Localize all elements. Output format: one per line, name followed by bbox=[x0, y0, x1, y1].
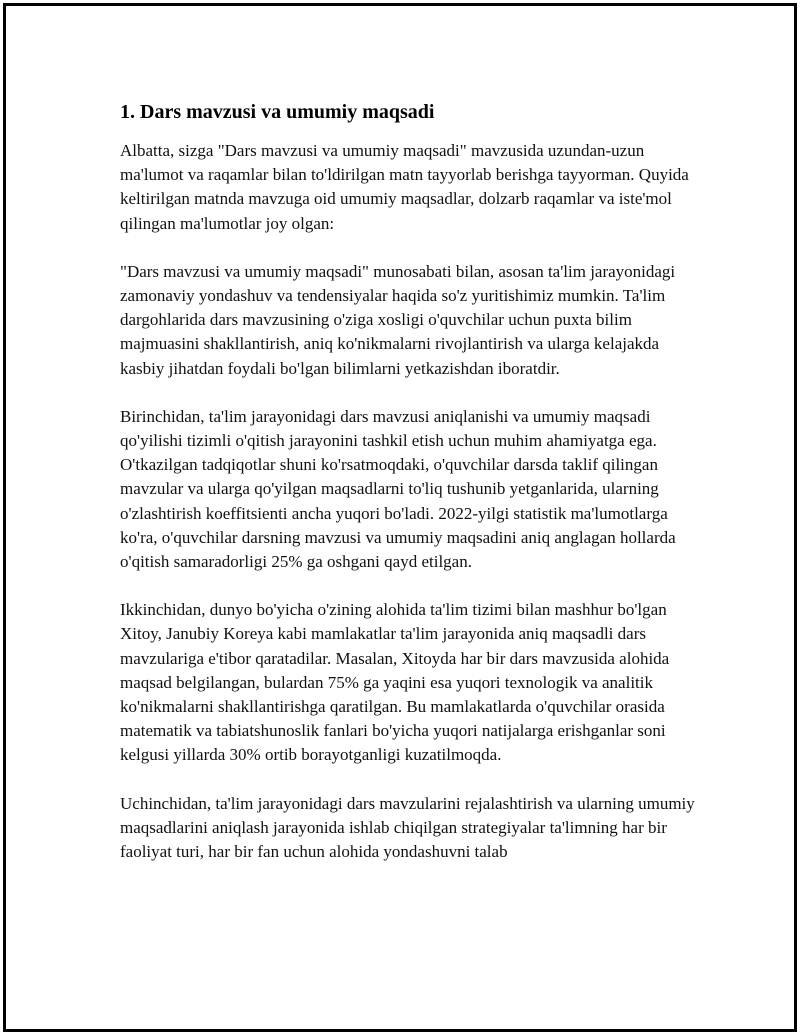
paragraph-first-point: Birinchidan, ta'lim jarayonidagi dars mavzusi aniqlanishi va umumiy maqsadi qo'yilishi tizimli o'qitish jarayonini tashkil etish uchun muhim ahamiyatga ega. O'tkazilgan tadqiqotlar shuni ko'rsatmoqdaki, o'quvchilar darsda taklif qilingan mavzular va ularga qo'yilgan maqsadlarni to'liq tushunib yetganlarida, ularning o'zlashtirish koeffitsienti ancha yuqori bo'ladi. 2022-yilgi statistik ma'lumotlarga ko'ra, o'quvchilar darsning mavzusi va umumiy maqsadini aniq anglagan hollarda o'qitish samaradorligi 25% ga oshgani qayd etilgan. bbox=[120, 406, 676, 572]
document-body bbox=[120, 98, 700, 888]
page-frame bbox=[3, 3, 797, 1032]
paragraph-second-point: Ikkinchidan, dunyo bo'yicha o'zining alohida ta'lim tizimi bilan mashhur bo'lgan Xitoy, Janubiy Koreya kabi mamlakatlar ta'lim jarayonida aniq maqsadli dars mavzulariga e'tibor qaratadilar. Masalan, Xitoyda har bir dars mavzusida alohida maqsad belgilangan, bulardan 75% ga yaqini esa yuqori texnologik va analitik ko'nikmalarni shakllantirishga qaratilgan. Bu mamlakatlarda o'quvchilar orasida matematik va tabiatshunoslik fanlari bo'yicha yuqori natijalarga erishganlar soni kelgusi yillarda 30% ortib borayotganligi kuzatilmoqda. bbox=[120, 600, 670, 765]
paragraph-intro: Albatta, sizga "Dars mavzusi va umumiy maqsadi" mavzusida uzundan-uzun ma'lumot va raqamlar bilan to'ldirilgan matn tayyorlab berishga tayyorman. Quyida keltirilgan matnda mavzuga oid umumiy maqsadlar, dolzarb raqamlar va iste'mol qilingan ma'lumotlar joy olgan: bbox=[120, 141, 689, 233]
paragraph-overview: "Dars mavzusi va umumiy maqsadi" munosabati bilan, asosan ta'lim jarayonidagi zamonaviy yondashuv va tendensiyalar haqida so'z yuritishimiz mumkin. Ta'lim dargohlarida dars mavzusining o'ziga xosligi o'quvchilar uchun puxta bilim majmuasini shakllantirish, aniq ko'nikmalarni rivojlantirish va ularga kelajakda kasbiy jihatdan foydali bo'lgan bilimlarni yetkazishdan iboratdir. bbox=[120, 261, 676, 378]
section-heading: 1. Dars mavzusi va umumiy maqsadi bbox=[120, 101, 435, 123]
paragraph-third-point: Uchinchidan, ta'lim jarayonidagi dars mavzularini rejalashtirish va ularning umumiy maqsadlarini aniqlash jarayonida ishlab chiqilgan strategiyalar ta'limning har bir faoliyat turi, har bir fan uchun alohida yondashuvni talab bbox=[120, 793, 695, 862]
